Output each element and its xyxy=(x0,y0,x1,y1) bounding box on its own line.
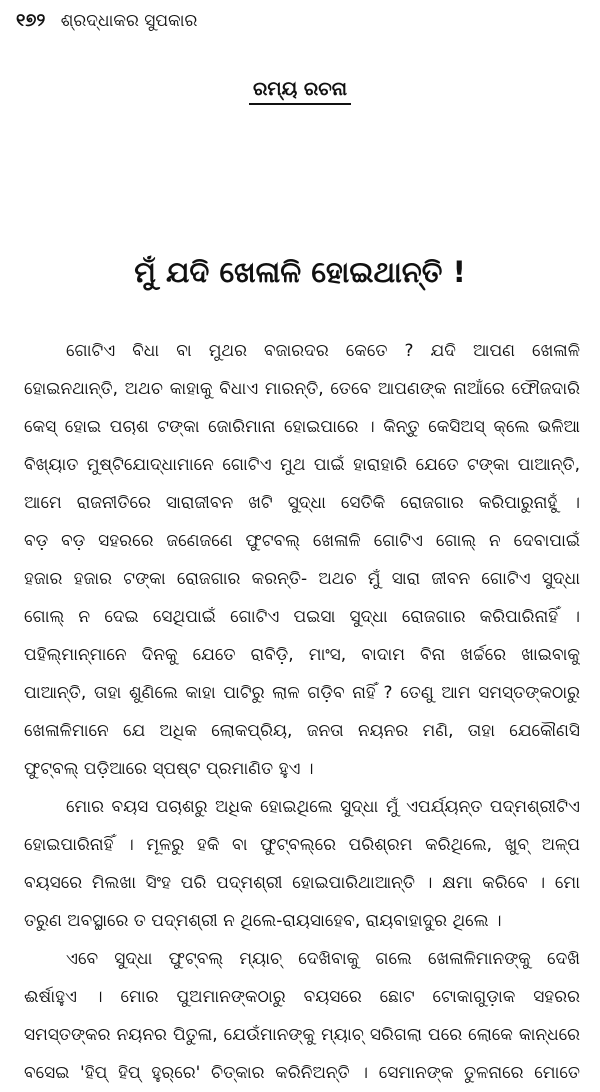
page-number: ୧୭୨ xyxy=(16,10,46,31)
text-line: ଖେଳାଳିମାନେ ଯେ ଅଧିକ ଲୋକପ୍ରିୟ, ଜନତା ନୟନର ମଣି, ତାହା ଯେକୌଣସି xyxy=(24,721,580,741)
text-line: ହଜାର ହଜାର ଟଙ୍କା ରୋଜଗାର କରନ୍ତି- ଅଥଚ ମୁଁ ସାରା ଜୀବନ ଗୋଟିଏ ସୁଦ୍ଧା xyxy=(24,569,580,589)
section-title-block xyxy=(0,78,600,105)
text-line: ଗୋଟିଏ ବିଧା ବା ମୁଥର ବଜାରଦର କେତେ ? ଯଦି ଆପଣ ଖେଳାଳି xyxy=(66,341,580,361)
text-line: ବଡ଼ ବଡ଼ ସହରରେ ଜଣେଜଣେ ଫୁଟବଲ୍ ଖେଳାଳି ଗୋଟିଏ ଗୋଲ୍ ନ ଦେବାପାଇଁ xyxy=(24,531,580,551)
text-line: ବସେଇ 'ହିପ୍ ହିପ୍ ହୁର୍‌ରେ' ଚିତ୍କାର କରିନିଅନ୍ତି । ସେମାନଙ୍କ ତୁଳନାରେ ମୋତେ xyxy=(24,1063,580,1083)
text-line: ହୋଇନଥାନ୍ତି, ଅଥଚ କାହାକୁ ବିଧାଏ ମାରନ୍ତି, ତେବେ ଆପଣଙ୍କ ନାଆଁରେ ଫୌଜଦାରି xyxy=(24,379,580,399)
text-line: ବୟସରେ ମିଲଖା ସିଂହ ପରି ପଦ୍ମଶ୍ରୀ ହୋଇପାରିଥାଆନ୍ତି । କ୍ଷମା କରିବେ । ମୋ xyxy=(24,873,580,893)
text-line: ତରୁଣ ଅବସ୍ଥାରେ ତ ପଦ୍ମଶ୍ରୀ ନ ଥିଲେ-ରାୟସାହେବ, ରାୟବାହାଦୁର ଥିଲେ । xyxy=(24,911,502,931)
text-line: ଈର୍ଷାହୁଏ । ମୋର ପୁଅମାନଙ୍କଠାରୁ ବୟସରେ ଛୋଟ ଟୋକାଗୁଡ଼ାକ ସହରର xyxy=(24,987,580,1007)
text-line: ମୋର ବୟସ ପଚାଶରୁ ଅଧିକ ହୋଇଥିଲେ ସୁଦ୍ଧା ମୁଁ ଏପର୍ଯ୍ୟନ୍ତ ପଦ୍ମଶ୍ରୀଟିଏ xyxy=(66,797,580,817)
text-line: ଆମେ ରାଜନୀତିରେ ସାରାଜୀବନ ଖଟି ସୁଦ୍ଧା ସେତିକି ରୋଜଗାର କରିପାରୁନାହୁଁ । xyxy=(24,493,580,513)
essay-body xyxy=(24,332,580,1092)
text-line: ହୋଇପାରିନାହିଁ । ମୂଳରୁ ହକି ବା ଫୁଟ୍‌ବଲ୍‌ରେ ପରିଶ୍ରମ କରିଥିଲେ, ଖୁବ୍ ଅଳ୍ପ xyxy=(24,835,580,855)
text-line: କେସ୍ ହୋଇ ପଚାଶ ଟଙ୍କା ଜୋରିମାନା ହୋଇପାରେ । କିନ୍ତୁ କେସିଅସ୍ କ୍ଲେ ଭଳିଆ xyxy=(24,417,580,437)
text-line: ପାଆନ୍ତି, ତାହା ଶୁଣିଲେ କାହା ପାଟିରୁ ଲାଳ ଗଡ଼ିବ ନାହିଁ ? ତେଣୁ ଆମ ସମସ୍ତଙ୍କଠାରୁ xyxy=(24,683,580,703)
running-header xyxy=(16,10,197,31)
essay-heading: ମୁଁ ଯଦି ଖେଳାଳି ହୋଇଥାନ୍ତି ! xyxy=(134,255,466,289)
section-title: ରମ୍ୟ ରଚନା xyxy=(249,78,351,105)
text-line: ଗୋଲ୍ ନ ଦେଇ ସେଥିପାଇଁ ଗୋଟିଏ ପଇସା ସୁଦ୍ଧା ରୋଜଗାର କରିପାରିନାହିଁ । xyxy=(24,607,580,627)
text-line: ବିଖ୍ୟାତ ମୁଷ୍ଟିଯୋଦ୍ଧାମାନେ ଗୋଟିଏ ମୁଥ ପାଇଁ ହାରାହାରି ଯେତେ ଟଙ୍କା ପାଆନ୍ତି, xyxy=(24,455,580,475)
text-line: ସମସ୍ତଙ୍କର ନୟନର ପିତୁଳା, ଯେଉଁମାନଙ୍କୁ ମ୍ୟାଚ୍ ସରିଗଲା ପରେ ଲୋକେ କାନ୍ଧରେ xyxy=(24,1025,580,1045)
text-line: ଫୁଟ୍‌ବଲ୍ ପଡ଼ିଆରେ ସ୍ପଷ୍ଟ ପ୍ରମାଣିତ ହୁଏ । xyxy=(24,759,314,779)
text-line: ଏବେ ସୁଦ୍ଧା ଫୁଟ୍‌ବଲ୍ ମ୍ୟାଚ୍ ଦେଖିବାକୁ ଗଲେ ଖେଳାଳିମାନଙ୍କୁ ଦେଖି xyxy=(66,949,580,969)
text-line: ପହିଲ୍ମାନ୍ମାନେ ଦିନକୁ ଯେତେ ରାବିଡ଼ି, ମାଂସ, ବାଦାମ ବିନା ଖର୍ଚ୍ଚରେ ଖାଇବାକୁ xyxy=(24,645,580,665)
book-title: ଶ୍ରଦ୍ଧାକର ସୁପକାର xyxy=(60,11,198,31)
